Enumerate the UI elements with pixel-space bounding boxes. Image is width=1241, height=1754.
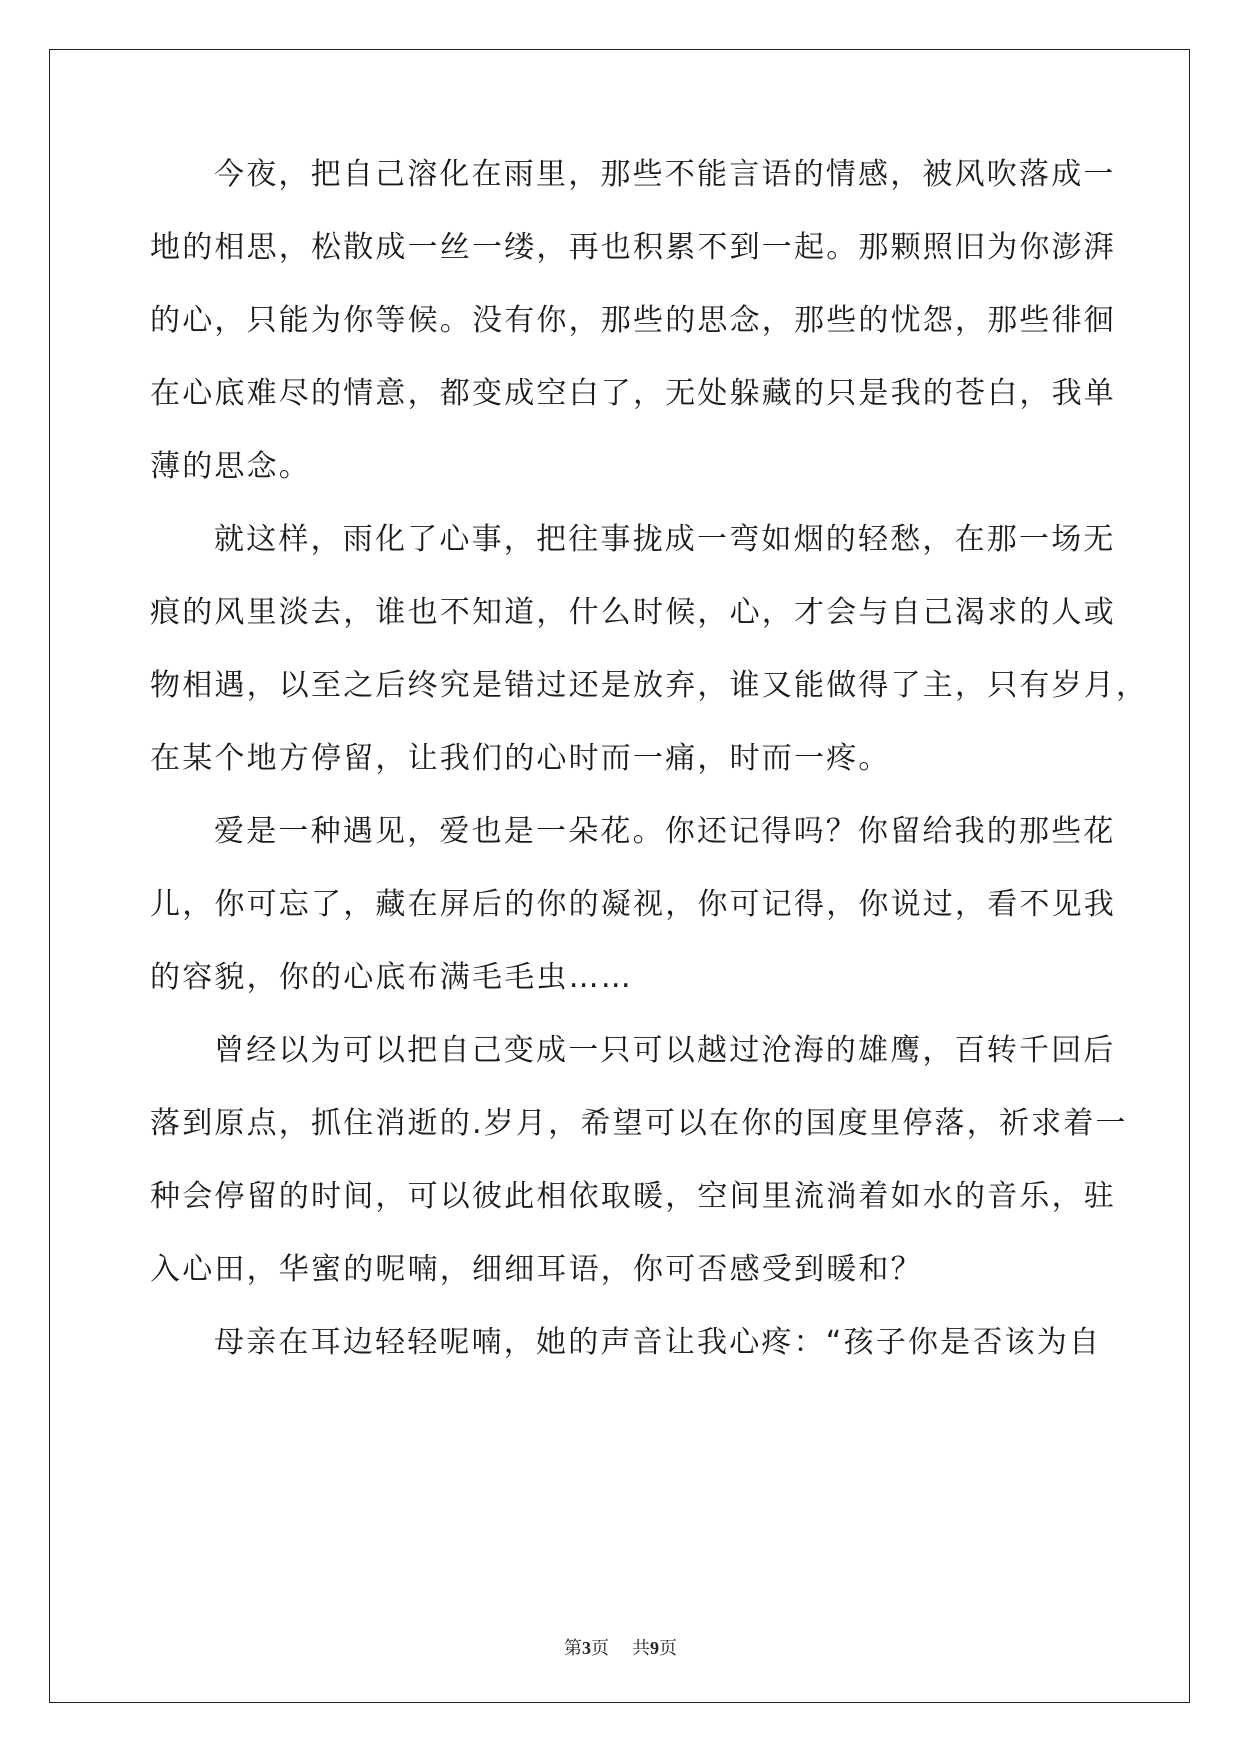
total-pages: 9 [649,1638,659,1658]
paragraph-1-line-2: 地的相思，松散成一丝一缕，再也积累不到一起。那颗照旧为你澎湃 [150,230,1116,265]
paragraph-3-line-1: 爱是一种遇见，爱也是一朵花。你还记得吗？你留给我的那些花 [214,814,1116,849]
paragraph-4-line-4: 入心田，华蜜的呢喃，细细耳语，你可否感受到暖和？ [150,1252,923,1287]
paragraph-4-line-2: 落到原点，抓住消逝的.岁月，希望可以在你的国度里停落，祈求着一 [150,1106,1128,1141]
paragraph-4-line-1: 曾经以为可以把自己变成一只可以越过沧海的雄鹰，百转千回后 [214,1033,1116,1068]
paragraph-2-line-3: 物相遇，以至之后终究是错过还是放弃，谁又能做得了主，只有岁月， [150,668,1149,703]
page-number: 3 [582,1638,592,1658]
paragraph-2-line-2: 痕的风里淡去，谁也不知道，什么时候，心，才会与自己渴求的人或 [150,595,1116,630]
paragraph-5-line-1: 母亲在耳边轻轻呢喃，她的声音让我心疼：“孩子你是否该为自 [214,1325,1102,1360]
page-border [49,49,1190,1703]
paragraph-1-line-1: 今夜，把自己溶化在雨里，那些不能言语的情感，被风吹落成一 [214,157,1116,192]
page-suffix: 页 [591,1638,610,1659]
paragraph-1-line-4: 在心底难尽的情意，都变成空白了，无处躲藏的只是我的苍白，我单 [150,376,1116,411]
page-footer [0,1636,1241,1661]
total-suffix: 页 [658,1638,677,1659]
paragraph-2-line-1: 就这样，雨化了心事，把往事拢成一弯如烟的轻愁，在那一场无 [214,522,1116,557]
paragraph-3-line-2: 儿，你可忘了，藏在屏后的你的凝视，你可记得，你说过，看不见我 [150,887,1116,922]
paragraph-1-line-3: 的心，只能为你等候。没有你，那些的思念，那些的忧怨，那些徘徊 [150,303,1116,338]
total-prefix: 共 [631,1638,650,1659]
paragraph-1-line-5: 薄的思念。 [150,449,311,484]
paragraph-2-line-4: 在某个地方停留，让我们的心时而一痛，时而一疼。 [150,741,891,776]
paragraph-4-line-3: 种会停留的时间，可以彼此相依取暖，空间里流淌着如水的音乐，驻 [150,1179,1116,1214]
page-prefix: 第 [564,1638,583,1659]
paragraph-3-line-3: 的容貌，你的心底布满毛毛虫…… [150,960,633,995]
